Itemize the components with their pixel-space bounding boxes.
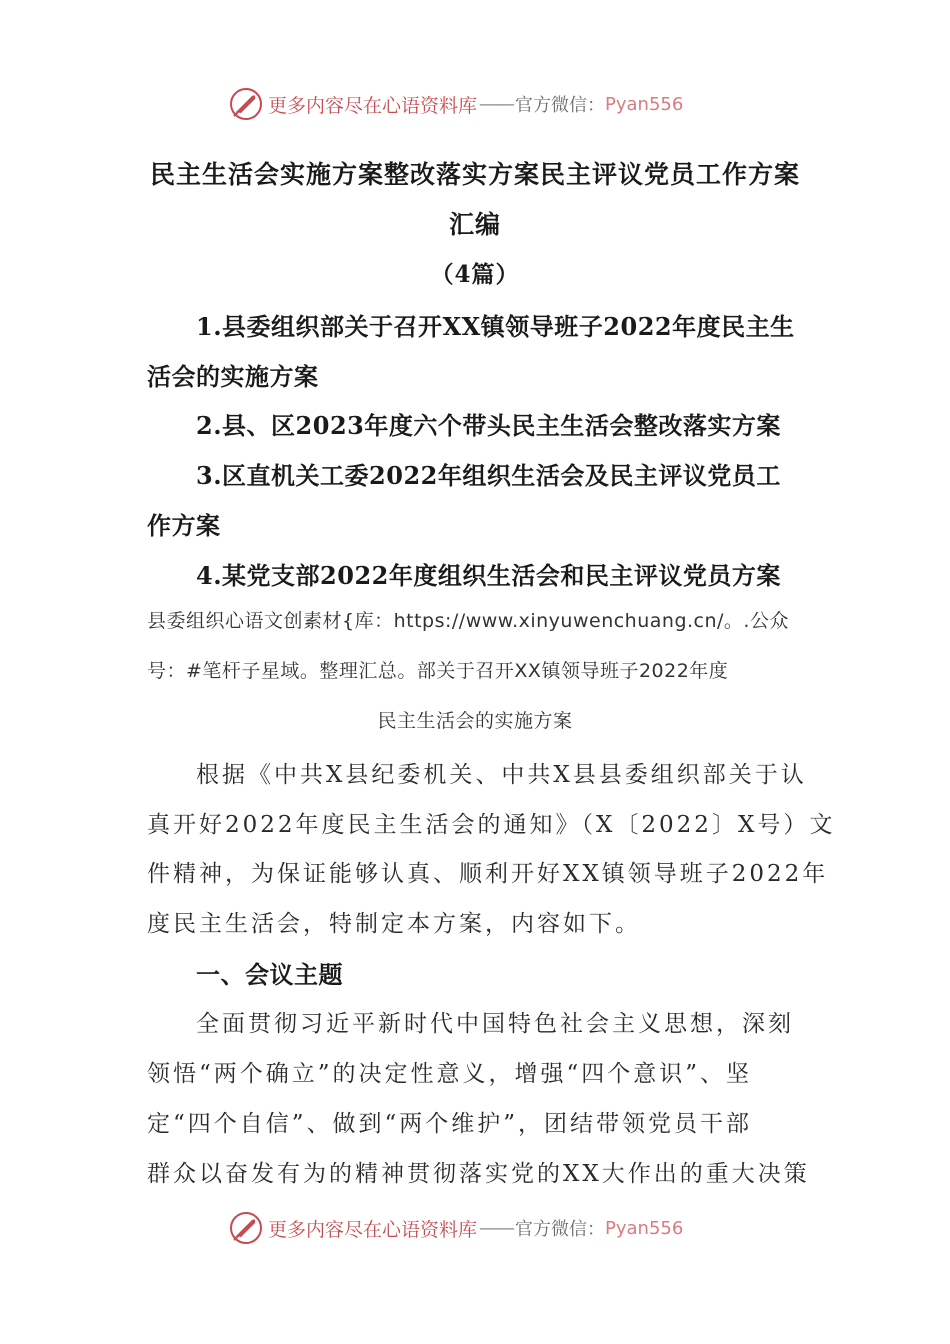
watermark-wechat-id: Pyan556 <box>605 93 684 115</box>
watermark-wechat-id: Pyan556 <box>605 1217 684 1239</box>
paragraph-2-line-3: 定“四个自信”、做到“两个维护”，团结带领党员干部 <box>147 1111 753 1137</box>
watermark-official-label: 官方微信： <box>515 1219 606 1240</box>
watermark-brand: 更多内容尽在心语资料库 <box>268 1218 478 1241</box>
quill-logo-icon <box>228 1210 264 1246</box>
watermark-header <box>228 84 683 124</box>
document-title-count: （4篇） <box>430 261 520 288</box>
source-note-line-1: 县委组织心语文创素材{库：https://www.xinyuwenchuang.cn/。.公众 <box>147 610 789 632</box>
toc-item-2: 2.县、区2023年度六个带头民主生活会整改落实方案 <box>196 411 781 440</box>
watermark-dash: —— <box>479 93 514 115</box>
toc-item-3-continued: 作方案 <box>147 511 221 540</box>
toc-item-4: 4.某党支部2022年度组织生活会和民主评议党员方案 <box>196 561 781 590</box>
watermark-official-label: 官方微信： <box>515 95 606 116</box>
paragraph-1-line-2: 真开好2022年度民主生活会的通知》（X〔2022〕X号）文 <box>147 812 836 838</box>
section-heading-meeting-theme: 一、会议主题 <box>196 960 343 989</box>
document-title-line-2: 汇编 <box>448 210 501 239</box>
paragraph-1-line-1: 根据《中共X县纪委机关、中共X县县委组织部关于认 <box>196 762 807 788</box>
section-title: 民主生活会的实施方案 <box>377 710 573 732</box>
paragraph-1-line-4: 度民主生活会，特制定本方案，内容如下。 <box>147 911 641 937</box>
toc-item-1: 1.县委组织部关于召开XX镇领导班子2022年度民主生 <box>196 312 795 341</box>
paragraph-2-line-4: 群众以奋发有为的精神贯彻落实党的XX大作出的重大决策 <box>147 1161 810 1187</box>
watermark-dash: —— <box>479 1217 514 1239</box>
quill-logo-icon <box>228 86 264 122</box>
toc-item-1-continued: 活会的实施方案 <box>147 362 319 391</box>
paragraph-2-line-2: 领悟“两个确立”的决定性意义，增强“四个意识”、坚 <box>147 1061 753 1087</box>
paragraph-2-line-1: 全面贯彻习近平新时代中国特色社会主义思想，深刻 <box>196 1011 794 1037</box>
source-note-line-2: 号：#笔杆子星域。整理汇总。部关于召开XX镇领导班子2022年度 <box>147 660 729 682</box>
paragraph-1-line-3: 件精神，为保证能够认真、顺利开好XX镇领导班子2022年 <box>147 861 829 887</box>
document-title-line-1: 民主生活会实施方案整改落实方案民主评议党员工作方案 <box>149 160 800 189</box>
watermark-brand: 更多内容尽在心语资料库 <box>268 94 478 117</box>
watermark-footer <box>228 1208 683 1248</box>
toc-item-3: 3.区直机关工委2022年组织生活会及民主评议党员工 <box>196 461 781 490</box>
